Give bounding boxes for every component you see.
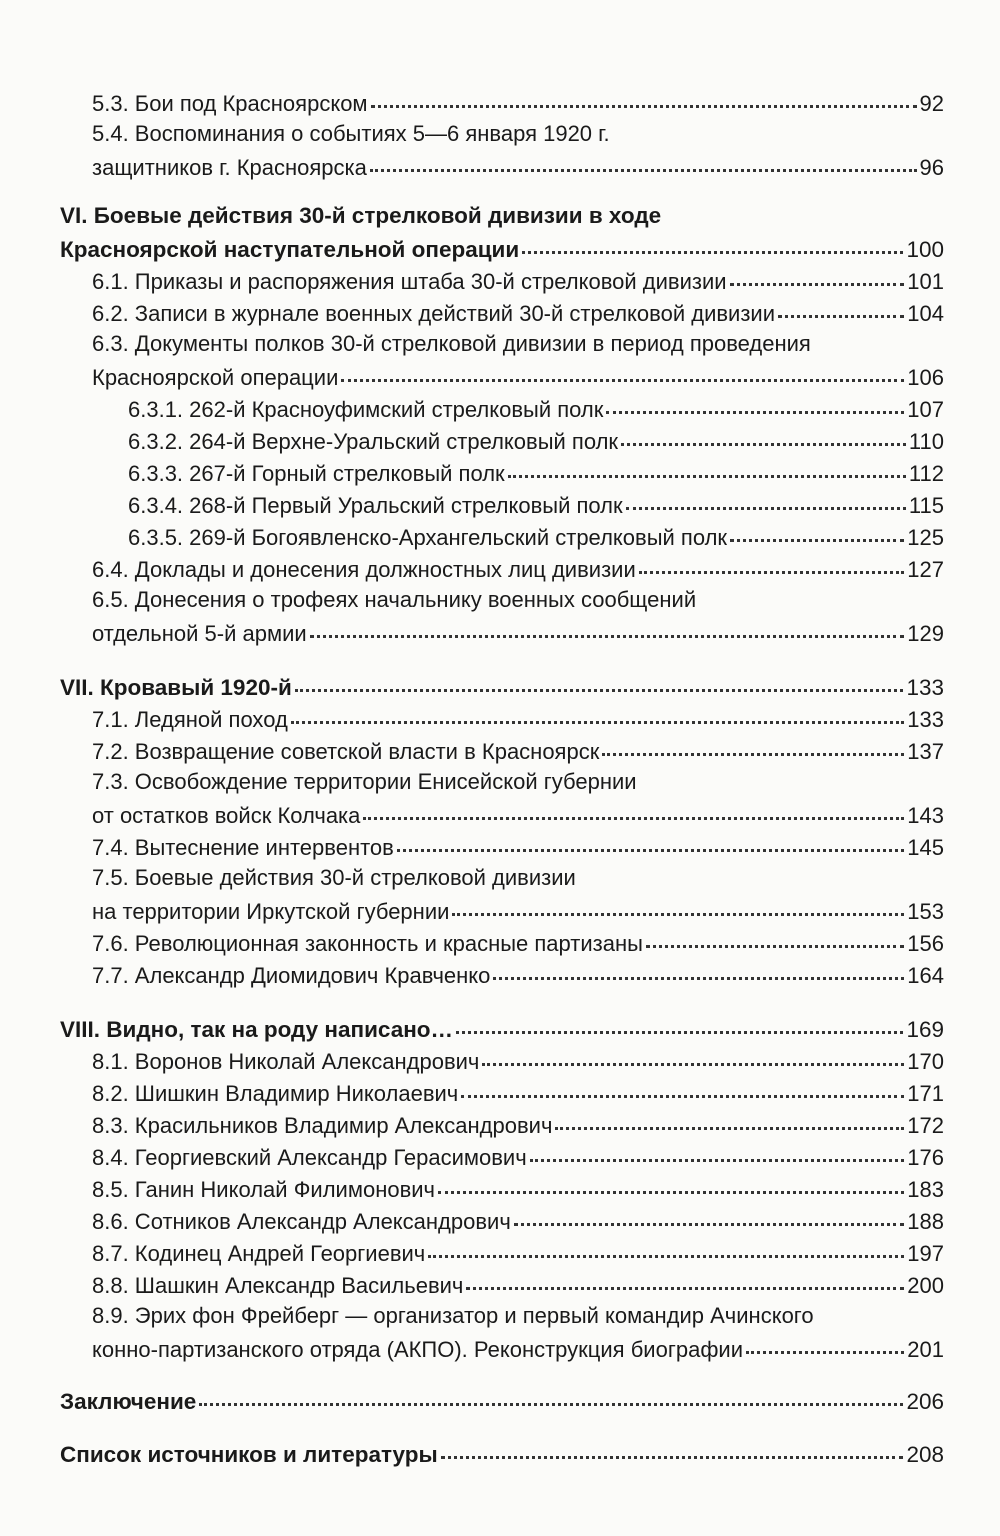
toc-entry-title-line: 6.3. Документы полков 30-й стрелковой дивизии в период проведения: [92, 331, 811, 356]
toc-entry-title: Список источников и литературы: [60, 1442, 438, 1467]
toc-entry-title: 6.4. Доклады и донесения должностных лиц дивизии: [92, 557, 636, 582]
toc-entry-title: 6.1. Приказы и распоряжения штаба 30-й стрелковой дивизии: [92, 269, 727, 294]
toc-entry: [92, 118, 944, 182]
dot-leader: [778, 293, 904, 318]
toc-page-number: 101: [907, 269, 944, 294]
toc-entry-title: 7.2. Возвращение советской власти в Красноярск: [92, 739, 600, 764]
toc-page-number: 143: [907, 803, 944, 828]
toc-entry-title: VIII. Видно, так на роду написано…: [60, 1017, 454, 1042]
toc-page-number: 183: [907, 1177, 944, 1202]
toc-page-number: 112: [908, 461, 944, 486]
toc-entry: [92, 1108, 944, 1140]
dot-leader: [482, 1041, 904, 1066]
dot-leader: [438, 1169, 904, 1194]
toc-page-number: 115: [908, 493, 944, 518]
dot-leader: [508, 453, 906, 478]
dot-leader: [441, 1434, 904, 1459]
toc-entry: [92, 86, 944, 118]
toc-entry-title: 8.4. Георгиевский Александр Герасимович: [92, 1145, 527, 1170]
toc-page-number: 100: [906, 237, 944, 262]
toc-entry: [92, 1140, 944, 1172]
toc-entry-title: 8.7. Кодинец Андрей Георгиевич: [92, 1241, 426, 1266]
dot-leader: [341, 357, 904, 382]
dot-leader: [626, 485, 906, 510]
toc-entry: [92, 296, 944, 328]
toc-page-number: 176: [907, 1145, 944, 1170]
toc-page-number: 104: [907, 301, 944, 326]
toc-entry-title: 8.8. Шашкин Александр Васильевич: [92, 1273, 464, 1298]
toc-chapter: [60, 1437, 944, 1469]
toc-page-number: 133: [906, 675, 944, 700]
toc-chapter: [60, 1012, 944, 1044]
dot-leader: [746, 1329, 904, 1354]
toc-page-number: 107: [907, 397, 944, 422]
toc-page-number: 106: [907, 365, 944, 390]
toc-page-number: 164: [907, 963, 944, 988]
toc-entry-title: 8.5. Ганин Николай Филимонович: [92, 1177, 436, 1202]
dot-leader: [522, 229, 903, 254]
toc-entry: [92, 1076, 944, 1108]
toc-entry: [92, 1300, 944, 1364]
toc-page-number: 156: [907, 931, 944, 956]
dot-leader: [370, 147, 917, 172]
toc-entry-title: 8.3. Красильников Владимир Александрович: [92, 1113, 553, 1138]
toc-page-number: 206: [906, 1389, 944, 1414]
dot-leader: [452, 891, 904, 916]
toc-page-number: 170: [907, 1049, 944, 1074]
toc-entry: [92, 1236, 944, 1268]
toc-entry: [92, 702, 944, 734]
toc-entry: [128, 456, 944, 488]
dot-leader: [310, 613, 905, 638]
toc-page-number: 125: [907, 525, 944, 550]
toc-page-number: 172: [907, 1113, 944, 1138]
toc-entry: [92, 1172, 944, 1204]
dot-leader: [295, 667, 904, 692]
toc-entry: [128, 424, 944, 456]
dot-leader: [397, 827, 904, 852]
toc-entry-title: Красноярской операции: [92, 365, 339, 390]
toc-page-number: 145: [907, 835, 944, 860]
toc-chapter: [60, 670, 944, 702]
toc-entry-title: Заключение: [60, 1389, 197, 1414]
toc-entry-title: на территории Иркутской губернии: [92, 899, 450, 924]
toc-page-number: 208: [906, 1442, 944, 1467]
toc-entry-title-line: VI. Боевые действия 30-й стрелковой дивизии в ходе: [60, 203, 662, 228]
dot-leader: [621, 421, 906, 446]
toc-entry-title: защитников г. Красноярска: [92, 155, 367, 180]
toc-entry-title: 6.3.5. 269-й Богоявленско-Архангельский стрелковый полк: [128, 525, 728, 550]
toc-entry-title: VII. Кровавый 1920-й: [60, 675, 292, 700]
toc-entry: [92, 264, 944, 296]
dot-leader: [555, 1105, 904, 1130]
dot-leader: [730, 261, 905, 286]
toc-entry: [92, 926, 944, 958]
toc-entry-title: 7.6. Революционная законность и красные партизаны: [92, 931, 643, 956]
toc-entry-title: конно-партизанского отряда (АКПО). Реконструкция биографии: [92, 1337, 744, 1362]
toc-entry-title: 6.3.1. 262-й Красноуфимский стрелковый полк: [128, 397, 604, 422]
toc-entry: [92, 584, 944, 648]
toc-entry: [92, 958, 944, 990]
toc-entry-title: от остатков войск Колчака: [92, 803, 361, 828]
toc-entry: [128, 488, 944, 520]
toc-entry: [92, 862, 944, 926]
toc-entry-title-line: 6.5. Донесения о трофеях начальнику военных сообщений: [92, 587, 697, 612]
toc-entry: [92, 734, 944, 766]
dot-leader: [363, 795, 904, 820]
toc-entry-title: 7.7. Александр Диомидович Кравченко: [92, 963, 491, 988]
toc-entry: [92, 1204, 944, 1236]
toc-page-number: 201: [907, 1337, 944, 1362]
toc-entry: [92, 766, 944, 830]
toc-entry-title-line: 7.5. Боевые действия 30-й стрелковой дивизии: [92, 865, 576, 890]
dot-leader: [199, 1381, 903, 1406]
toc-page-number: 127: [907, 557, 944, 582]
toc-entry: [128, 392, 944, 424]
toc-page-number: 197: [907, 1241, 944, 1266]
dot-leader: [639, 549, 905, 574]
dot-leader: [456, 1009, 903, 1034]
dot-leader: [493, 955, 904, 980]
toc-entry-title: 6.3.3. 267-й Горный стрелковый полк: [128, 461, 505, 486]
toc-entry-title: отдельной 5-й армии: [92, 621, 307, 646]
toc-entry-title: 8.1. Воронов Николай Александрович: [92, 1049, 480, 1074]
toc-entry: [92, 552, 944, 584]
toc-page-number: 133: [907, 707, 944, 732]
dot-leader: [606, 389, 904, 414]
toc-entry-title-line: 5.4. Воспоминания о событиях 5—6 января 1920 г.: [92, 121, 610, 146]
toc-entry-title: 6.2. Записи в журнале военных действий 30-й стрелковой дивизии: [92, 301, 776, 326]
toc-page-number: 129: [907, 621, 944, 646]
toc-entry-title: 5.3. Бои под Красноярском: [92, 91, 368, 116]
toc-entry-title: 6.3.2. 264-й Верхне-Уральский стрелковый полк: [128, 429, 619, 454]
toc-page-number: 96: [919, 155, 944, 180]
dot-leader: [646, 923, 904, 948]
dot-leader: [428, 1233, 904, 1258]
toc-page-number: 92: [919, 91, 944, 116]
toc-entry: [92, 1044, 944, 1076]
toc-entry-title: 7.4. Вытеснение интервентов: [92, 835, 394, 860]
toc-entry: [92, 830, 944, 862]
dot-leader: [602, 731, 904, 756]
toc-entry-title: 8.2. Шишкин Владимир Николаевич: [92, 1081, 459, 1106]
toc-entry-title: Красноярской наступательной операции: [60, 237, 520, 262]
dot-leader: [466, 1265, 904, 1290]
toc-page-number: 171: [907, 1081, 944, 1106]
toc-entry-title-line: 7.3. Освобождение территории Енисейской губернии: [92, 769, 637, 794]
toc-page-number: 188: [907, 1209, 944, 1234]
toc-chapter: [60, 200, 944, 264]
dot-leader: [730, 517, 904, 542]
dot-leader: [461, 1073, 904, 1098]
toc-chapter: [60, 1384, 944, 1416]
toc-entry: [92, 328, 944, 392]
toc-page-number: 169: [906, 1017, 944, 1042]
toc-entry-title: 8.6. Сотников Александр Александрович: [92, 1209, 511, 1234]
dot-leader: [371, 83, 917, 108]
toc-page-number: 110: [908, 429, 944, 454]
toc-entry: [92, 1268, 944, 1300]
dot-leader: [530, 1137, 905, 1162]
toc-entry: [128, 520, 944, 552]
toc-page-number: 200: [907, 1273, 944, 1298]
dot-leader: [291, 699, 905, 724]
toc-page-number: 137: [907, 739, 944, 764]
toc-entry-title: 7.1. Ледяной поход: [92, 707, 288, 732]
toc-page-number: 153: [907, 899, 944, 924]
toc-entry-title: 6.3.4. 268-й Первый Уральский стрелковый полк: [128, 493, 623, 518]
dot-leader: [514, 1201, 904, 1226]
toc-entry-title-line: 8.9. Эрих фон Фрейберг — организатор и первый командир Ачинского: [92, 1303, 814, 1328]
